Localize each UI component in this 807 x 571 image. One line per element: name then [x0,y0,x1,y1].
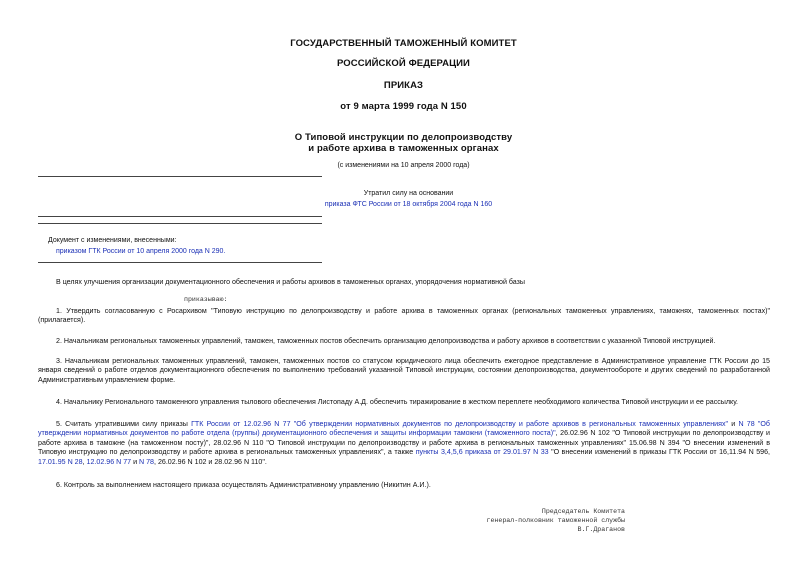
changes-label: Документ с изменениями, внесенными: [48,237,177,244]
paragraph-3: 3. Начальникам региональных таможенных управлений, таможен, таможенных постов со статусом юридического лица обеспечить ежегодное представление в Административное управление ГТК России до 15 января сведений о работе отделов документационного обеспечения по выполнению требований указанной Типовой инструкции, состоянии делопроизводства, документообороте и других сведений по разработанной Административным управлением форме. [38,357,770,384]
doc-type-heading: ПРИКАЗ [383,80,424,91]
p5-text: 5. Считать утратившими силу приказы [56,420,192,428]
intro-paragraph: В целях улучшения организации документационного обеспечения и работы архивов в таможенных органах, упорядочения нормативной базы [56,278,526,286]
p5-link-order-78[interactable]: N 78 "Об утверждении нормативных документов по работе отдела (группы) документационного обеспечения и защиты информации таможни (таможенного поста)" [38,420,770,438]
p5-link-order-33[interactable]: пункты 3,4,5,6 приказа от 29.01.97 N 33 [415,448,549,457]
p5-text: "О внесении изменений в приказы ГТК России от 16,11.94 N 596, [548,448,770,457]
p5-link-order-77[interactable]: ГТК России от 12.02.96 N 77 "Об утверждении нормативных документов по делопроизводству и работе архивов в региональных таможенных управлениях" [191,420,729,428]
signature-title: Председатель Комитета [541,508,625,515]
divider [38,223,322,224]
paragraph-5 [38,420,770,467]
p5-text: и [131,457,140,466]
repeal-link[interactable]: приказа ФТС России от 18 октября 2004 года N 160 [324,201,493,208]
signature-name: В.Г.Драганов [577,526,625,533]
issuer-heading: ГОСУДАРСТВЕННЫЙ ТАМОЖЕННЫЙ КОМИТЕТ [290,38,517,49]
paragraph-1: 1. Утвердить согласованную с Росархивом "Типовую инструкцию по делопроизводству и работе архива в таможенных органах (региональных таможенных управлениях, таможнях, таможенных постах)" (прилагается). [38,307,770,325]
changes-link[interactable]: приказом ГТК России от 10 апреля 2000 года N 290. [56,248,226,255]
status-label: Утратил силу на основании [363,190,454,197]
divider [38,216,322,217]
p5-link-order-77b[interactable]: 12.02.96 N 77 [86,457,132,466]
country-heading: РОССИЙСКОЙ ФЕДЕРАЦИИ [336,58,470,69]
paragraph-6: 6. Контроль за выполнением настоящего приказа осуществлять Административному управлению (Никитин А.И.). [56,481,431,489]
p5-link-order-28[interactable]: 17.01.95 N 28 [38,457,83,466]
paragraph-4: 4. Начальнику Регионального таможенного управления тылового обеспечения Листопаду А.Д. обеспечить тиражирование в жестком переплете необходимого количества Типовой инструкции и ее рассылку. [56,398,739,406]
p5-text: , [82,457,87,466]
paragraph-2: 2. Начальникам региональных таможенных управлений, таможен, таможенных постов обеспечить организацию делопроизводства и работу архивов в соответствии с указанной Типовой инструкцией. [56,337,716,345]
signature-rank: генерал-полковник таможенной службы [486,517,625,524]
p5-link-order-78b[interactable]: N 78 [139,457,154,466]
doc-title-line2: и работе архива в таможенных органах [308,143,499,154]
doc-title-line1: О Типовой инструкции по делопроизводству [294,132,513,143]
divider [38,176,322,177]
doc-date-heading: от 9 марта 1999 года N 150 [340,101,467,112]
p5-text: , 26.02.96 N 102 и 28.02.96 N 110". [154,457,267,466]
divider [38,262,322,263]
p5-text: , 26.02.96 N 102 "О Типовой инструкции по делопроизводству и работе архива в таможне (на таможенном посту)", 28.02.96 N 110 "О Типовой инструкции по делопроизводству и работе архива в региональных таможенных управлениях" 15.06.98 N 394 "О внесении изменений в Типовую инструкцию по делопроизводству и работе архива в региональных таможенных управлениях", а также [38,429,770,457]
amended-note: (с изменениями на 10 апреля 2000 года) [337,162,470,169]
order-word: приказываю: [184,296,228,303]
p5-text: и [728,420,739,428]
